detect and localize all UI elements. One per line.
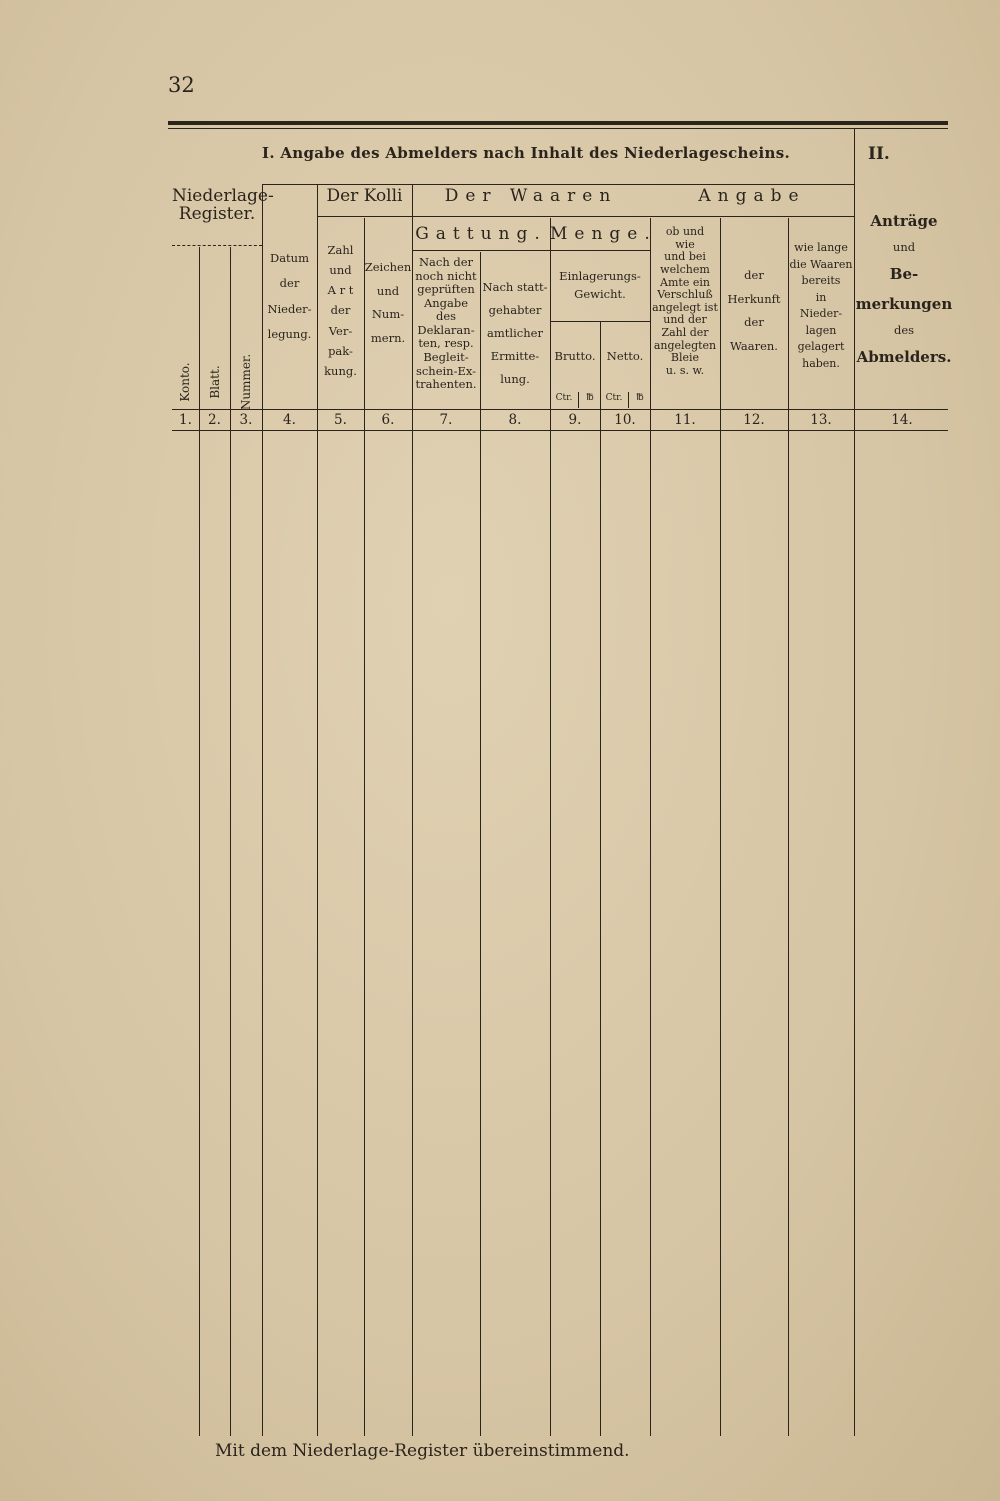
netto-header: Netto. xyxy=(606,349,644,363)
col-line-menge-verschluss xyxy=(650,218,651,1436)
verschluss-line: und bei xyxy=(664,250,706,264)
col-line-herkunft-lager xyxy=(788,218,789,1436)
section-two-label xyxy=(854,206,954,372)
netto-pfund-unit: ℔ xyxy=(636,393,644,403)
brutto-ctr-unit: Ctr. xyxy=(555,393,573,403)
header-bottom-rule xyxy=(172,409,948,410)
col-line-verschluss-herkunft xyxy=(720,218,721,1436)
verschluss-line: welchem xyxy=(660,262,710,276)
verschluss-line: angelegt ist xyxy=(652,300,718,314)
column-number: 6. xyxy=(381,412,395,428)
zahl-art-header xyxy=(317,240,364,381)
section-two-line: Be- xyxy=(889,265,919,283)
col-line-brutto-netto xyxy=(600,322,601,1436)
lagerdauer-line: haben. xyxy=(802,356,840,370)
section-two-line: des xyxy=(893,323,915,337)
datum-line: legung. xyxy=(267,326,312,341)
einlagerung-header xyxy=(550,268,650,304)
zahl-art-line: Zahl xyxy=(327,243,354,257)
konto-header: Konto. xyxy=(178,362,192,402)
zeichen-header xyxy=(364,256,412,350)
verschluss-line: Verschluß xyxy=(657,288,713,302)
zeichen-line: Zeichen xyxy=(364,260,412,274)
datum-line: Nieder- xyxy=(267,301,312,316)
verschluss-line: angelegten xyxy=(653,338,717,352)
verschluss-line: Bleie xyxy=(670,351,700,365)
rule-under-gattung-menge xyxy=(412,250,650,251)
gattung-ermittlung-line: Ermitte- xyxy=(490,349,540,363)
column-number: 4. xyxy=(283,412,296,428)
herkunft-line: Waaren. xyxy=(730,338,778,353)
zahl-art-line: pak- xyxy=(328,343,353,358)
column-number: 10. xyxy=(614,412,636,428)
gattung-ermittlung-line: amtlicher xyxy=(487,326,543,340)
column-number: 1. xyxy=(179,412,192,428)
col-line-nummer-datum xyxy=(262,184,263,1436)
gattung-ermittlung-header xyxy=(480,276,550,391)
verschluss-line: ob und xyxy=(665,225,705,238)
column-number: 12. xyxy=(743,412,765,428)
column-number: 5. xyxy=(334,412,347,428)
verschluss-line: Zahl der xyxy=(661,326,709,340)
column-number: 8. xyxy=(508,412,522,428)
column-number: 13. xyxy=(810,412,832,428)
datum-line: der xyxy=(279,276,300,291)
verschluss-line: und der xyxy=(663,313,707,327)
col-line-zahl-zeichen xyxy=(364,218,365,1436)
top-rule xyxy=(168,121,948,125)
netto-ctr-unit: Ctr. xyxy=(605,393,623,403)
verschluss-header xyxy=(650,226,720,378)
register-group-rule xyxy=(172,245,262,246)
zahl-art-line: der xyxy=(330,303,351,318)
zeichen-line: mern. xyxy=(370,330,406,345)
angabe-group-header: Angabe xyxy=(698,186,806,206)
verschluss-line: u. s. w. xyxy=(665,364,705,378)
zeichen-line: Num- xyxy=(371,307,405,322)
zahl-art-line: kung. xyxy=(324,363,357,378)
column-number: 11. xyxy=(674,412,696,428)
lagerdauer-line: die Waaren xyxy=(789,257,853,271)
netto-unit-divider xyxy=(628,392,629,408)
gattung-angabe-line: schein-Ex- xyxy=(415,363,477,378)
herkunft-line: der xyxy=(744,315,764,330)
verschluss-line: Amte ein xyxy=(660,275,710,289)
herkunft-header xyxy=(720,264,788,358)
section-two-line: merkungen xyxy=(855,295,953,313)
rule-under-section-one xyxy=(262,184,854,185)
brutto-header: Brutto. xyxy=(554,349,596,363)
column-number: 9. xyxy=(568,412,582,428)
kolli-group-header: Der Kolli xyxy=(326,186,403,206)
menge-header: Menge. xyxy=(550,224,657,244)
gattung-angabe-line: des xyxy=(435,309,457,324)
lagerdauer-line: bereits xyxy=(801,274,841,287)
lagerdauer-line: lagen xyxy=(805,323,837,337)
lagerdauer-line: Nieder- xyxy=(799,307,843,320)
gattung-angabe-line: ten, resp. xyxy=(418,336,474,351)
zahl-art-line: A r t xyxy=(327,283,354,298)
column-number: 2. xyxy=(208,412,221,428)
gattung-angabe-line: geprüften xyxy=(417,282,475,297)
column-number: 3. xyxy=(239,412,253,428)
gattung-header: Gattung. xyxy=(415,224,547,244)
nummer-header: Nummer. xyxy=(239,353,253,411)
einlagerung-line: Einlagerungs- xyxy=(559,269,641,283)
gattung-angabe-line: noch nicht xyxy=(415,268,477,283)
gattung-ermittlung-line: Nach statt- xyxy=(482,280,548,294)
zeichen-line: und xyxy=(376,283,400,298)
rule-under-einlagerung xyxy=(550,321,650,322)
column-number: 14. xyxy=(891,412,913,428)
gattung-angabe-header xyxy=(412,256,480,392)
lagerdauer-header xyxy=(788,240,854,372)
section-two-line: und xyxy=(892,240,916,254)
einlagerung-line: Gewicht. xyxy=(574,286,626,301)
herkunft-line: der xyxy=(744,268,764,282)
blatt-header: Blatt. xyxy=(208,365,222,399)
top-rule-thin xyxy=(168,128,948,129)
zahl-art-line: und xyxy=(329,263,352,278)
register-group-line: Register. xyxy=(178,203,256,224)
section-two-line: Abmelders. xyxy=(856,348,952,366)
lagerdauer-line: in xyxy=(815,290,827,304)
gattung-angabe-line: Angabe xyxy=(423,295,469,310)
brutto-pfund-unit: ℔ xyxy=(586,393,594,403)
herkunft-line: Herkunft xyxy=(727,291,781,306)
column-number: 7. xyxy=(439,412,453,428)
lagerdauer-line: gelagert xyxy=(797,340,845,353)
page-number: 32 xyxy=(168,73,195,97)
rule-under-group-headers xyxy=(317,216,854,217)
footer-text: Mit dem Niederlage-Register übereinstimmend. xyxy=(215,1441,630,1461)
col-line-gattung-menge xyxy=(550,218,551,1436)
section-two-title: II. xyxy=(868,144,890,164)
waaren-group-header: Der Waaren xyxy=(444,186,618,206)
gattung-ermittlung-line: gehabter xyxy=(488,303,542,317)
lagerdauer-line: wie lange xyxy=(794,241,848,254)
gattung-angabe-line: Deklaran- xyxy=(417,322,475,337)
datum-line: Datum xyxy=(269,251,309,265)
gattung-angabe-line: Nach der xyxy=(418,255,474,269)
gattung-angabe-line: Begleit- xyxy=(423,349,469,364)
verschluss-line: wie xyxy=(675,237,695,251)
section-one-title: I. Angabe des Abmelders nach Inhalt des Niederlagescheins. xyxy=(262,144,791,162)
zahl-art-line: Ver- xyxy=(328,323,353,338)
datum-header xyxy=(262,246,317,347)
gattung-angabe-line: trahenten. xyxy=(415,377,477,392)
column-number-rule xyxy=(172,430,948,431)
gattung-ermittlung-line: lung. xyxy=(500,372,530,386)
section-two-line: Anträge xyxy=(870,212,938,230)
register-group-line: Niederlage- xyxy=(172,186,274,206)
register-group-header xyxy=(172,186,274,224)
brutto-unit-divider xyxy=(578,392,579,408)
